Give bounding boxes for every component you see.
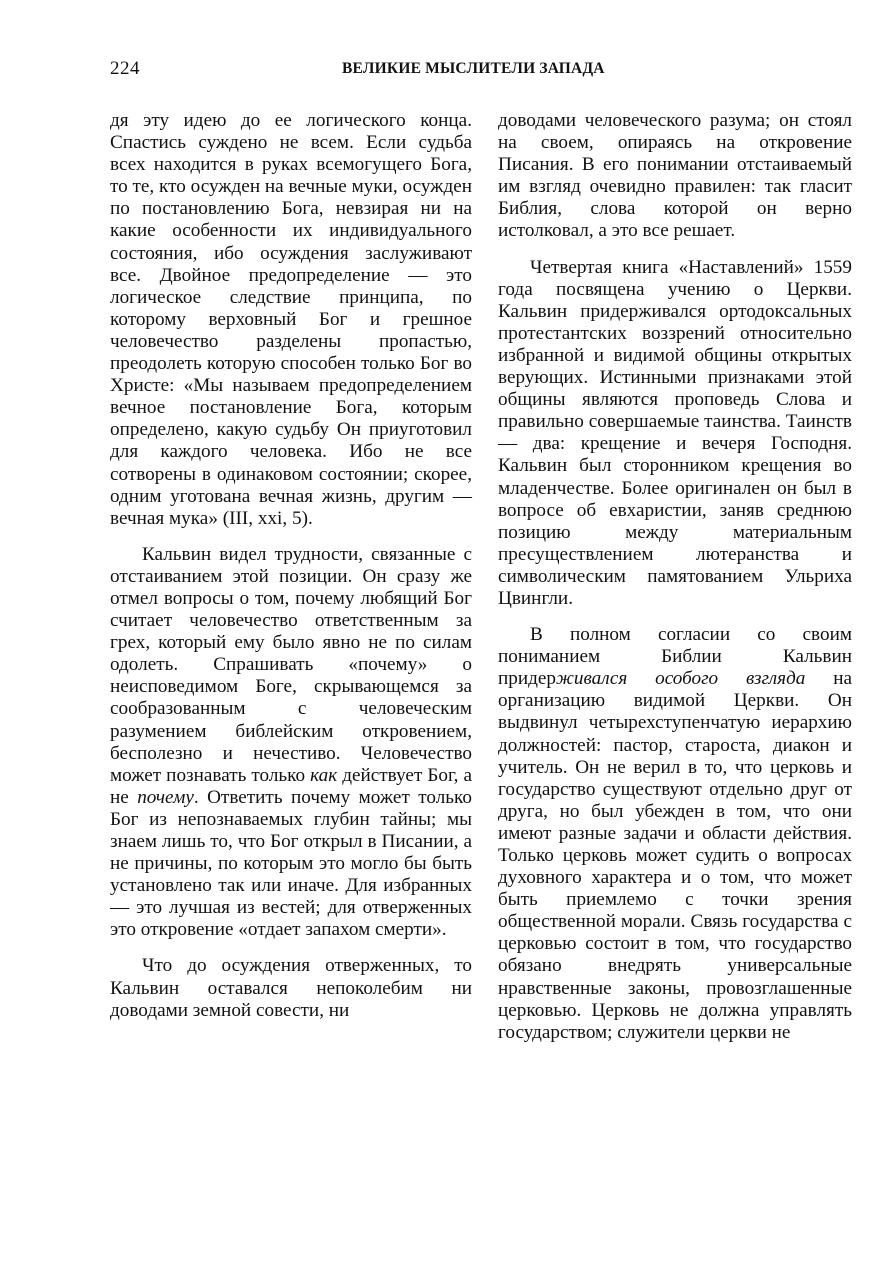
paragraph <box>498 624 852 1044</box>
text-run: на организацию видимой Церкви. Он выдвинул четырехступенчатую иерархию должностей: пастор, староста, диакон и учитель. Он не верил в то, что церковь и государство существуют отдельно друг от друга, но был убежден в том, что они имеют разные задачи и области действия. Только церковь может судить о вопросах духовного характера и о том, что может быть приемлемо с точки зрения общественной морали. Связь государства с церковью состоит в том, что государство обязано внедрять универсальные нравственные законы, провозглашенные церковью. Церковь не должна управлять государством; служители церкви не <box>498 668 852 1043</box>
paragraph: Что до осуждения отверженных, то Кальвин оставался непоколебим ни доводами земной совести, ни <box>110 955 472 1021</box>
right-column <box>498 110 852 1044</box>
page-number: 224 <box>110 58 140 79</box>
paragraph <box>110 544 472 942</box>
paragraph: дя эту идею до ее логического конца. Спастись суждено не всем. Если судьба всех находится в руках всемогущего Бога, то те, кто осужден на вечные муки, осужден по постановлению Бога, невзирая ни на какие особенности их индивидуального состояния, ибо осуждения заслуживают все. Двойное предопределение — это логическое следствие принципа, по которому верховный Бог и грешное человечество разделены пропастью, преодолеть которую способен только Бог во Христе: «Мы называем предопределением вечное постановление Бога, которым определено, какую судьбу Он приуготовил для каждого человека. Ибо не все сотворены в одинаковом состоянии; скорее, одним уготована вечная жизнь, другим — вечная мука» (III, xxi, 5). <box>110 110 472 529</box>
paragraph: доводами человеческого разума; он стоял на своем, опираясь на откровение Писания. В его понимании отстаиваемый им взгляд очевидно правилен: так гласит Библия, слова которой он верно истолковал, а это все решает. <box>498 110 852 242</box>
paragraph: Четвертая книга «Наставлений» 1559 года посвящена учению о Церкви. Кальвин придерживался ортодоксальных протестантских воззрений относительно избранной и видимой общины открытых верующих. Истинными признаками этой общины являются проповедь Слова и правильно совершаемые таинства. Таинств — два: крещение и вечеря Господня. Кальвин был сторонником крещения во младенчестве. Более оригинален он был в вопросе об евхаристии, заняв среднюю позицию между материальным пресуществлением лютеранства и символическим памятованием Ульриха Цвингли. <box>498 256 852 609</box>
text-run: Кальвин видел трудности, связанные с отстаиванием этой позиции. Он сразу же отмел вопросы о том, почему любящий Бог считает человечество ответственным за грех, который ему было явно не по силам одолеть. Спрашивать «почему» о неисповедимом Боге, скрывающемся за сообразованным с человеческим разумением библейским откровением, бесполезно и нечестиво. Человечество может познавать только <box>110 543 472 786</box>
running-head-title: ВЕЛИКИЕ МЫСЛИТЕЛИ ЗАПАДА <box>342 60 605 77</box>
left-column <box>110 110 472 1022</box>
text-run: . Ответить почему может только Бог из непознаваемых глубин тайны; мы знаем лишь то, что Бог открыл в Писании, а не причины, по которым это могло бы быть установлено так или иначе. Для избранных — это лучшая из вестей; для отверженных это откровение «отдает запахом смерти». <box>110 786 472 941</box>
text-run: В полном согласии со своим пониманием Библии Кальвин придер <box>498 624 852 690</box>
running-head <box>110 58 850 90</box>
text-run: действует Бог, а не <box>110 764 472 808</box>
italic-text: почему <box>137 786 194 808</box>
italic-text: как <box>310 764 338 786</box>
italic-text: живался особого взгляда <box>556 668 806 690</box>
